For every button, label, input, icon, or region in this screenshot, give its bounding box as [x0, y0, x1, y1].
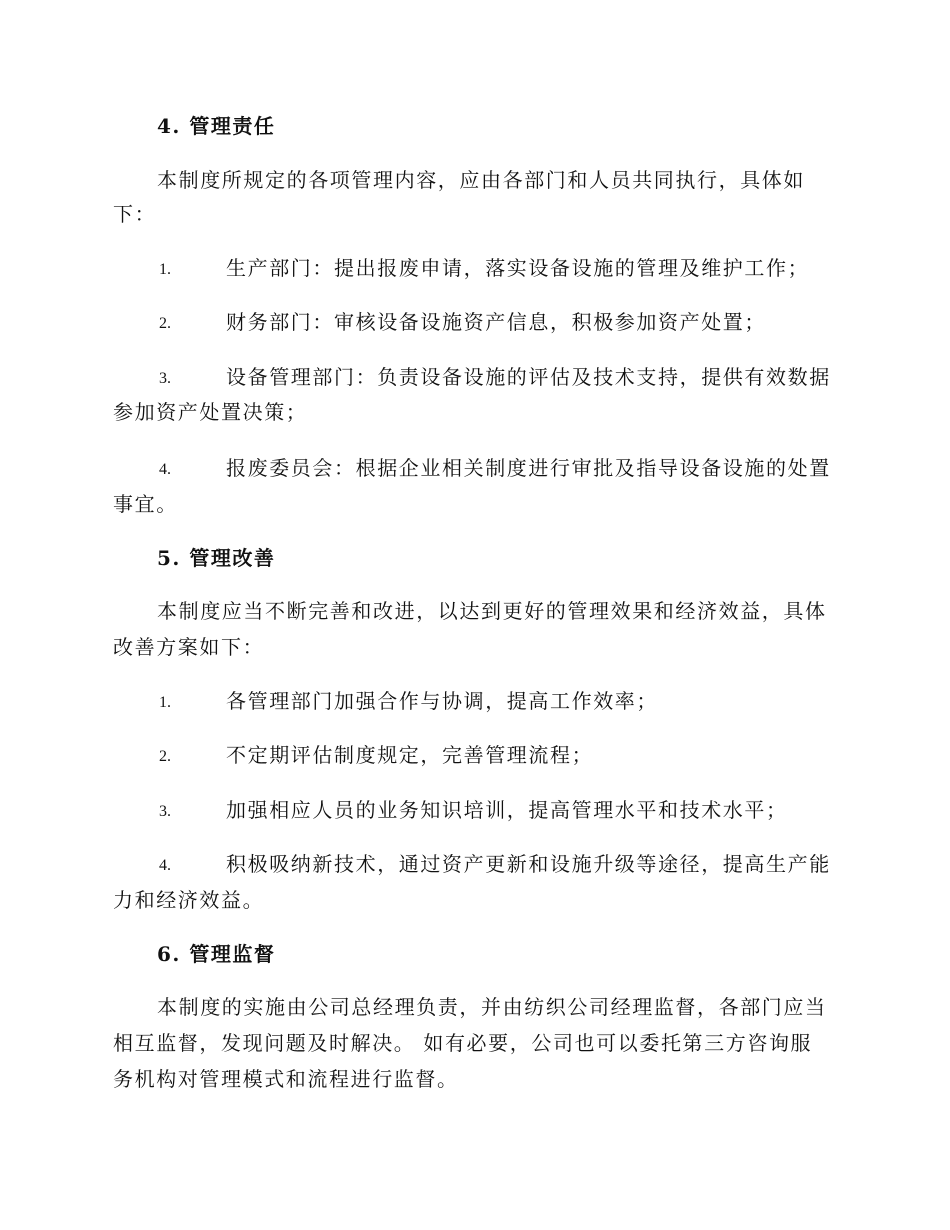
list-item-number: 3. — [159, 370, 171, 387]
list-item-number: 2. — [159, 315, 171, 332]
paragraph-line: 务机构对管理模式和流程进行监督。 — [113, 1067, 459, 1091]
list-item-text: 报废委员会：根据企业相关制度进行审批及指导设备设施的处置 — [226, 456, 831, 480]
paragraph-line: 相互监督，发现问题及时解决。 如有必要，公司也可以委托第三方咨询服 — [113, 1031, 813, 1055]
list-item-number: 4. — [159, 461, 171, 478]
list-item-text: 不定期评估制度规定，完善管理流程； — [226, 743, 594, 767]
list-item-number: 4. — [159, 857, 171, 874]
list-item-text: 参加资产处置决策； — [113, 400, 308, 424]
section-heading: 4. 管理责任 — [157, 114, 276, 138]
paragraph-line: 本制度所规定的各项管理内容，应由各部门和人员共同执行，具体如 — [157, 168, 805, 192]
paragraph-line: 改善方案如下： — [113, 635, 265, 659]
list-item-text: 事宜。 — [113, 492, 178, 516]
section-heading: 6. 管理监督 — [157, 942, 276, 966]
list-item-number: 1. — [159, 261, 171, 278]
list-item-text: 加强相应人员的业务知识培训，提高管理水平和技术水平； — [226, 798, 788, 822]
list-item-number: 2. — [159, 748, 171, 765]
list-item-number: 1. — [159, 694, 171, 711]
list-item-text: 财务部门：审核设备设施资产信息，积极参加资产处置； — [226, 310, 766, 334]
list-item-text: 各管理部门加强合作与协调，提高工作效率； — [226, 689, 658, 713]
list-item-text: 设备管理部门：负责设备设施的评估及技术支持，提供有效数据 — [226, 365, 831, 389]
paragraph-line: 本制度应当不断完善和改进，以达到更好的管理效果和经济效益，具体 — [157, 599, 827, 623]
list-item-text: 力和经济效益。 — [113, 888, 265, 912]
list-item-number: 3. — [159, 803, 171, 820]
paragraph-line: 下： — [113, 202, 157, 226]
list-item-text: 生产部门：提出报废申请，落实设备设施的管理及维护工作； — [226, 256, 810, 280]
list-item-text: 积极吸纳新技术，通过资产更新和设施升级等途径，提高生产能 — [226, 852, 831, 876]
paragraph-line: 本制度的实施由公司总经理负责，并由纺织公司经理监督，各部门应当 — [157, 995, 827, 1019]
section-heading: 5. 管理改善 — [157, 546, 276, 570]
